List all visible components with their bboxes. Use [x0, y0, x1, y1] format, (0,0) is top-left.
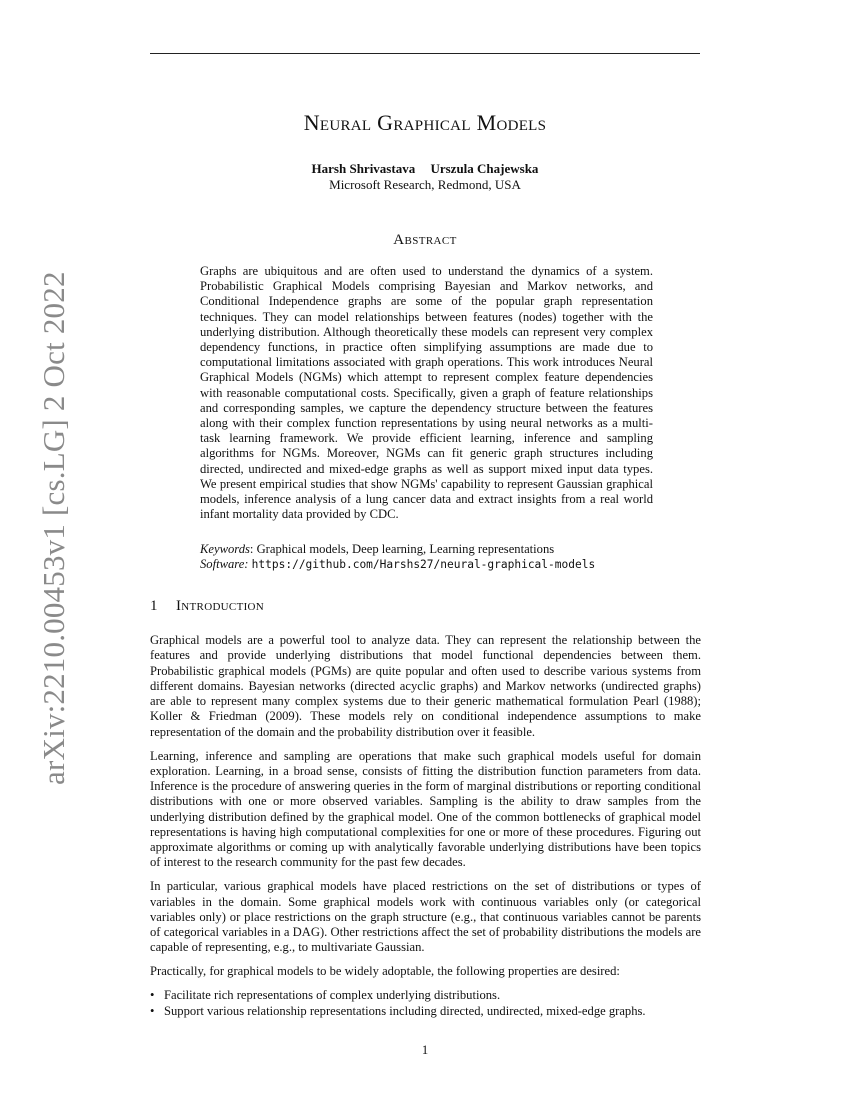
list-item-text: Facilitate rich representations of complex underlying distributions. — [164, 988, 501, 1003]
author-name: Urszula Chajewska — [430, 161, 539, 176]
paper-title: Neural Graphical Models — [303, 110, 547, 135]
author-name: Harsh Shrivastava — [311, 161, 416, 176]
bullet-icon: • — [150, 988, 155, 1003]
author-affiliation: Microsoft Research, Redmond, USA — [329, 177, 521, 192]
paragraph: In particular, various graphical models have placed restrictions on the set of distributions or types of variables in the domain. Some graphical models work with continuous variables only (or categorical variables only) or place restrictions on the graph structure (e.g., that continuous variables cannot be parents of categorical variables in a DAG). Other restrictions affect the set of probability distributions the models are capable of representing, e.g., to multivariate Gaussian. — [150, 879, 701, 955]
list-item-text: Support various relationship representations including directed, undirected, mixed-edge graphs. — [164, 1004, 646, 1019]
arxiv-stamp — [36, 271, 71, 785]
section-title: Introduction — [176, 598, 265, 614]
keywords-label: Keywords — [200, 542, 250, 556]
section-number: 1 — [150, 598, 158, 614]
desired-properties-list — [150, 988, 701, 1019]
top-rule — [150, 53, 700, 54]
page-number: 1 — [421, 1043, 429, 1057]
keywords-block — [200, 542, 660, 572]
keywords-line — [200, 542, 660, 557]
bullet-icon: • — [150, 1004, 155, 1019]
section-heading — [150, 598, 700, 615]
software-link[interactable]: https://github.com/Harshs27/neural-graphical-models — [251, 558, 596, 572]
paragraph: Learning, inference and sampling are operations that make such graphical models useful for domain exploration. Learning, in a broad sense, consists of fitting the distribution function parameters from data. Inference is the procedure of answering queries in the form of marginal distributions or reporting conditional distributions with one or more observed variables. Sampling is the ability to draw samples from the underlying distribution defined by the graphical model. One of the common bottlenecks of graphical model representations is having high computational complexities for one or more of these procedures. Figuring out approximate algorithms or coming up with analytically favorable underlying distributions have been topics of interest to the research community for the past few decades. — [150, 748, 701, 870]
arxiv-identifier[interactable]: arXiv:2210.00453v1 [cs.LG] 2 Oct 2022 — [36, 271, 71, 785]
software-label: Software: — [200, 557, 249, 572]
paragraph: Practically, for graphical models to be widely adoptable, the following properties are desired: — [150, 964, 620, 979]
keywords-text: : Graphical models, Deep learning, Learning representations — [249, 542, 555, 556]
list-item — [150, 1004, 701, 1019]
author-list — [150, 161, 700, 177]
introduction-body — [150, 633, 701, 1020]
list-item — [150, 988, 701, 1003]
abstract-text: Graphs are ubiquitous and are often used to understand the dynamics of a system. Probabilistic Graphical Models comprising Bayesian and Markov networks, and Conditional Independence graphs are some of the popular graph representation techniques. They can model relationships between features (nodes) together with the underlying distribution. Although theoretically these models can represent very complex dependency functions, in practice often simplifying assumptions are made due to computational limitations associated with graph operations. This work introduces Neural Graphical Models (NGMs) which attempt to represent complex feature dependencies with reasonable computational costs. Specifically, given a graph of feature relationships and corresponding samples, we capture the dependency structure between the features along with their complex function representations by using neural networks as a multi-task learning framework. We provide efficient learning, inference and sampling algorithms for NGMs. Moreover, NGMs can fit generic graph structures including directed, undirected and mixed-edge graphs as well as support mixed input data types. We present empirical studies that show NGMs' capability to represent Gaussian graphical models, inference analysis of a lung cancer data and extract insights from a real world infant mortality data provided by CDC. — [200, 264, 653, 522]
abstract-heading: Abstract — [393, 232, 457, 248]
software-line — [200, 557, 660, 572]
paragraph: Graphical models are a powerful tool to analyze data. They can represent the relationship between the features and provide underlying distributions that model functional dependencies between them. Probabilistic graphical models (PGMs) are quite popular and often used to describe various systems from different domains. Bayesian networks (directed acyclic graphs) and Markov networks (undirected graphs) are able to represent many complex systems due to their generic mathematical formulation Pearl (1988); Koller & Friedman (2009). These models rely on conditional independence assumptions to make representation of the domain and the probability distribution over it feasible. — [150, 633, 701, 739]
